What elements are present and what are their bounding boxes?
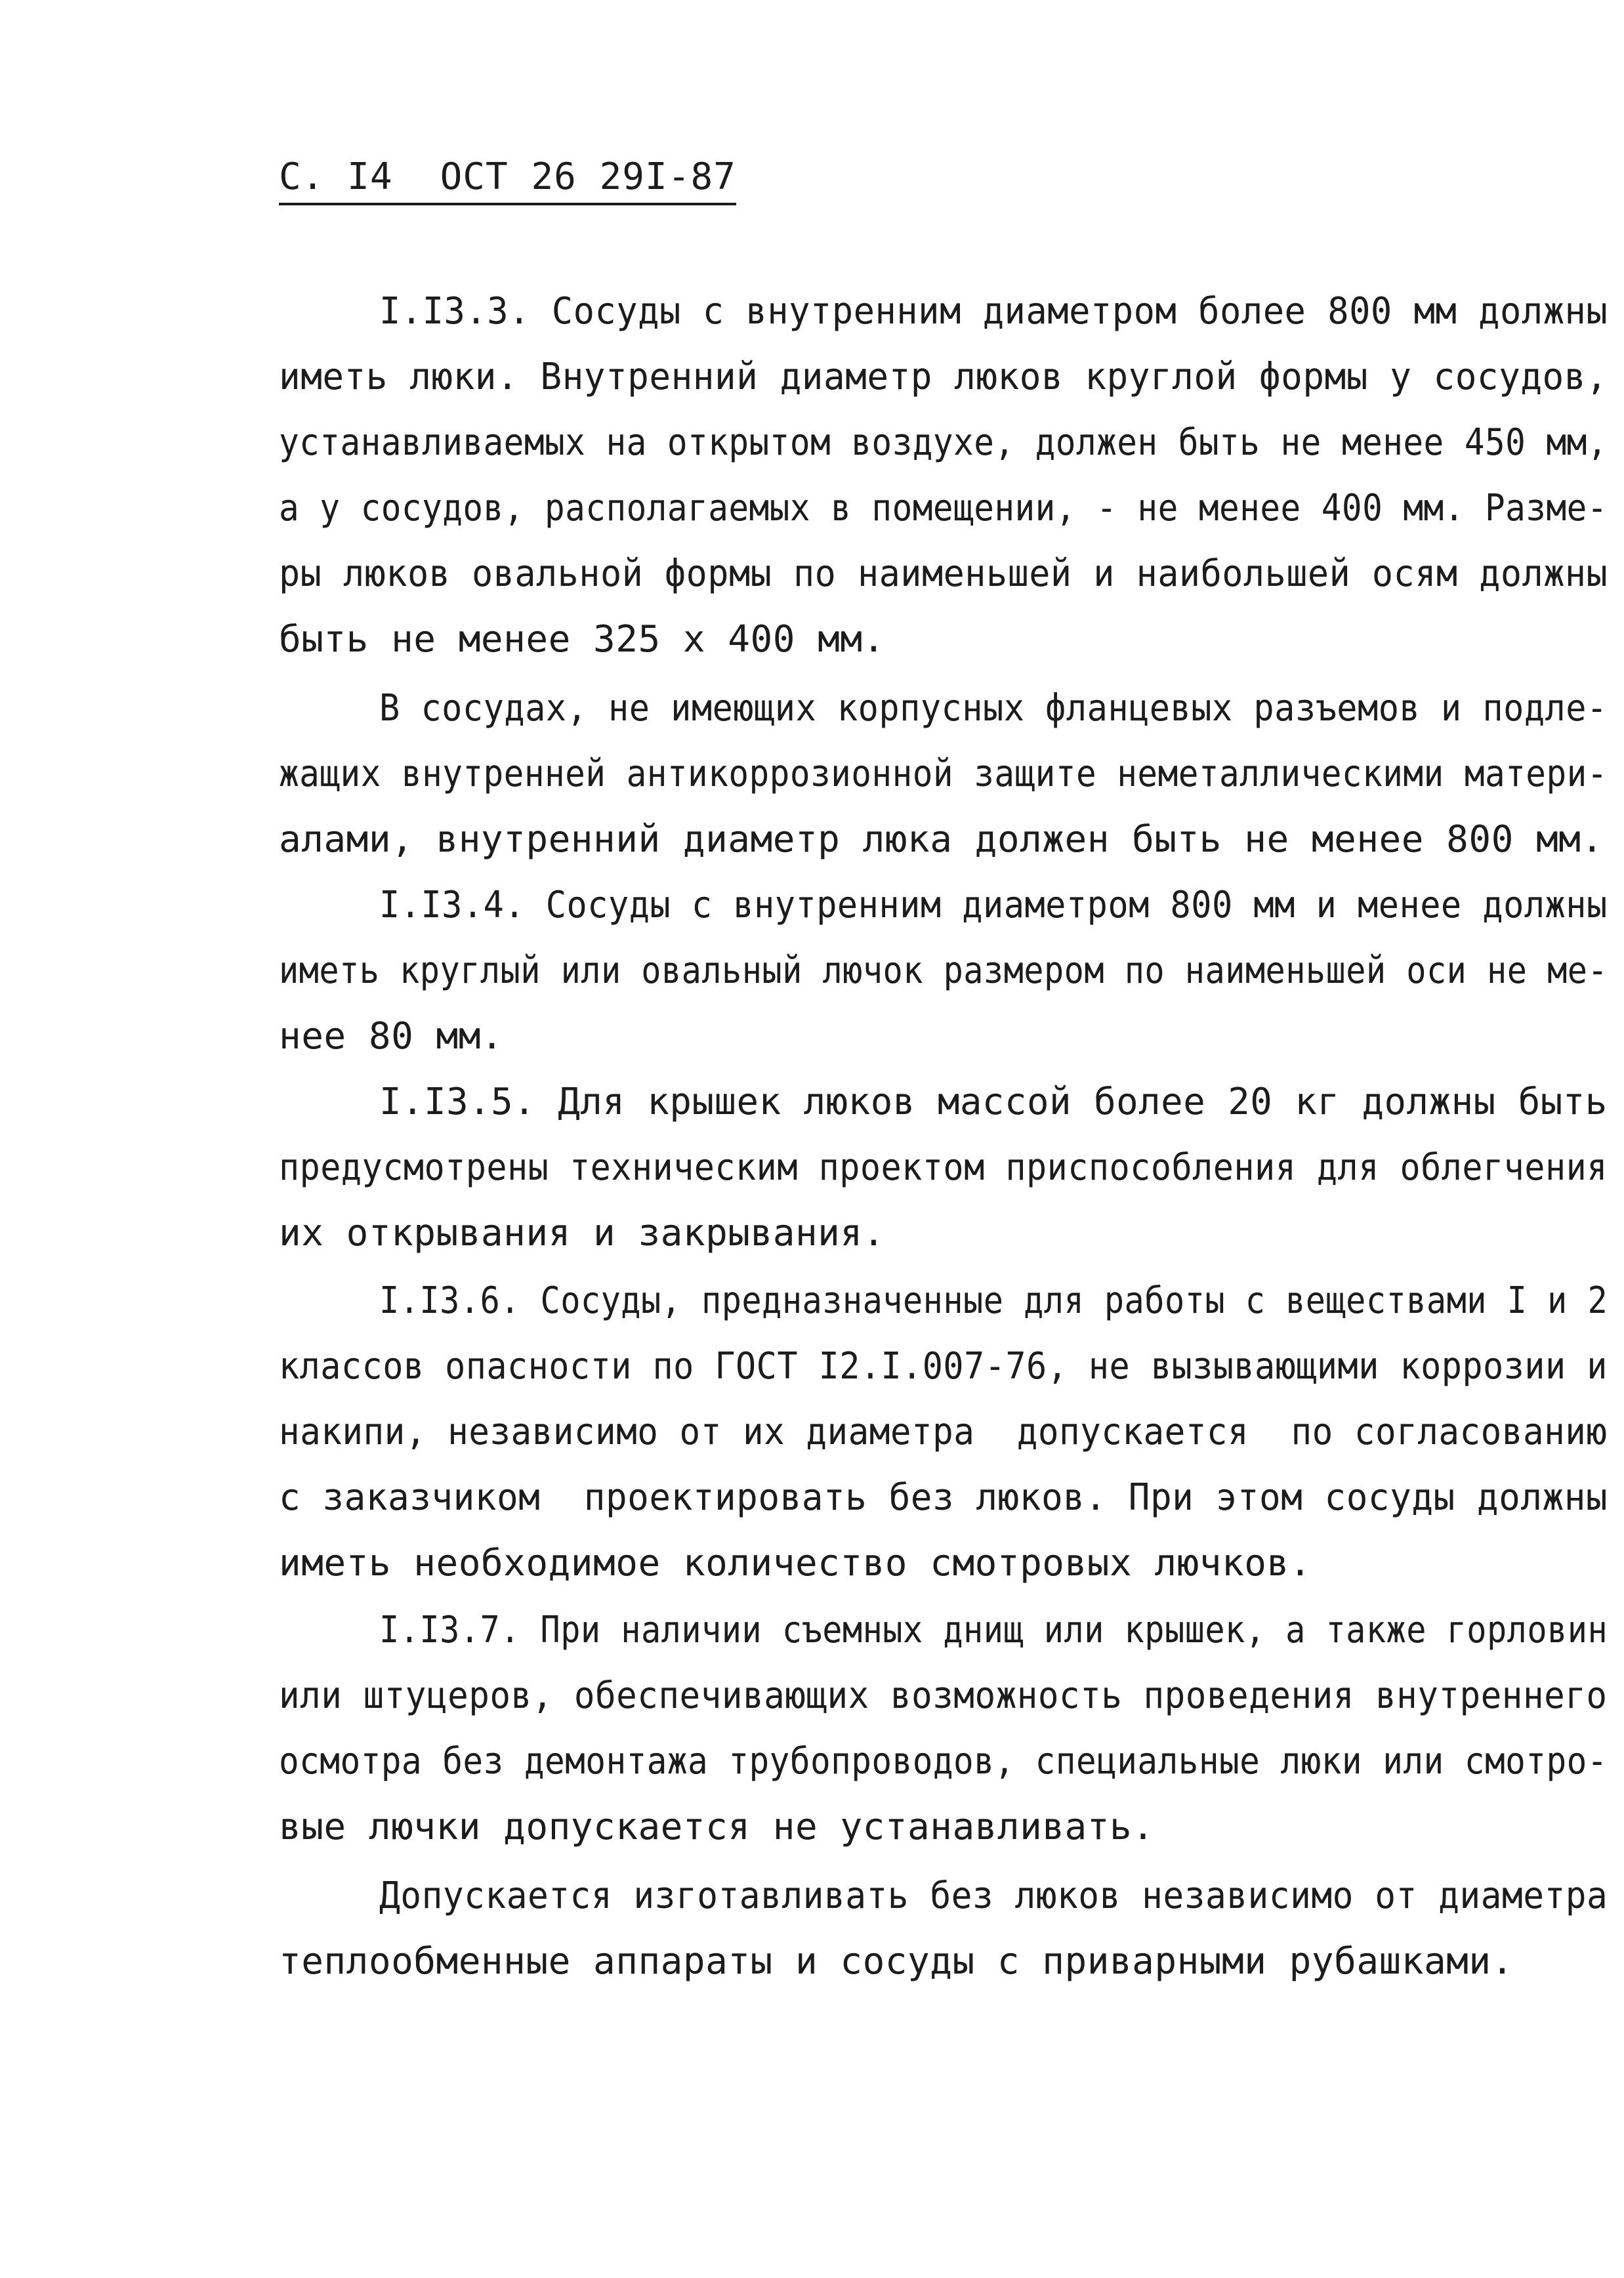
text-line: осмотра без демонтажа трубопроводов, специальные люки или смотро-: [279, 1740, 1608, 1783]
text-line: иметь круглый или овальный лючок размером по наименьшей оси не ме-: [279, 949, 1608, 992]
text-line: а у сосудов, располагаемых в помещении, - не менее 400 мм. Разме-: [279, 487, 1608, 529]
text-line: теплообменные аппараты и сосуды с приварными рубашками.: [279, 1940, 1514, 1983]
text-line: I.I3.7. При наличии съемных днищ или крышек, а также горловин: [379, 1609, 1608, 1651]
text-line: вые лючки допускается не устанавливать.: [279, 1806, 1155, 1848]
text-line: устанавливаемых на открытом воздухе, должен быть не менее 450 мм,: [279, 421, 1608, 464]
text-line: накипи, независимо от их диаметра допускается по согласованию: [279, 1411, 1608, 1453]
standard-designation: ОСТ 26 29I-87: [440, 155, 736, 198]
text-line: нее 80 мм.: [279, 1015, 504, 1058]
text-line: I.I3.3. Сосуды с внутренним диаметром более 800 мм должны: [379, 290, 1608, 333]
text-line: Допускается изготавливать без люков независимо от диаметра: [379, 1874, 1608, 1917]
text-line: иметь необходимое количество смотровых лючков.: [279, 1542, 1312, 1584]
page-header: [279, 154, 736, 205]
text-line: алами, внутренний диаметр люка должен быть не менее 800 мм.: [279, 818, 1604, 861]
text-line: I.I3.5. Для крышек люков массой более 20 кг должны быть: [379, 1081, 1608, 1123]
text-line: с заказчиком проектировать без люков. При этом сосуды должны: [279, 1476, 1608, 1519]
text-line: I.I3.4. Сосуды с внутренним диаметром 800 мм и менее должны: [379, 884, 1608, 926]
text-line: их открывания и закрывания.: [279, 1212, 885, 1254]
text-line: предусмотрены техническим проектом приспособления для облегчения: [279, 1146, 1608, 1189]
text-line: классов опасности по ГОСТ I2.I.007-76, не вызывающими коррозии и: [279, 1345, 1608, 1388]
text-line: иметь люки. Внутренний диаметр люков круглой формы у сосудов,: [279, 356, 1608, 398]
text-line: быть не менее 325 х 400 мм.: [279, 618, 885, 661]
text-line: ры люков овальной формы по наименьшей и наибольшей осям должны: [279, 552, 1608, 595]
text-line: или штуцеров, обеспечивающих возможность проведения внутреннего: [279, 1674, 1608, 1717]
text-line: жащих внутренней антикоррозионной защите неметаллическими матери-: [279, 753, 1608, 795]
page-number: С. I4: [279, 155, 393, 198]
text-line: В сосудах, не имеющих корпусных фланцевых разъемов и подле-: [379, 687, 1608, 730]
text-line: I.I3.6. Сосуды, предназначенные для работы с веществами I и 2: [379, 1279, 1608, 1322]
